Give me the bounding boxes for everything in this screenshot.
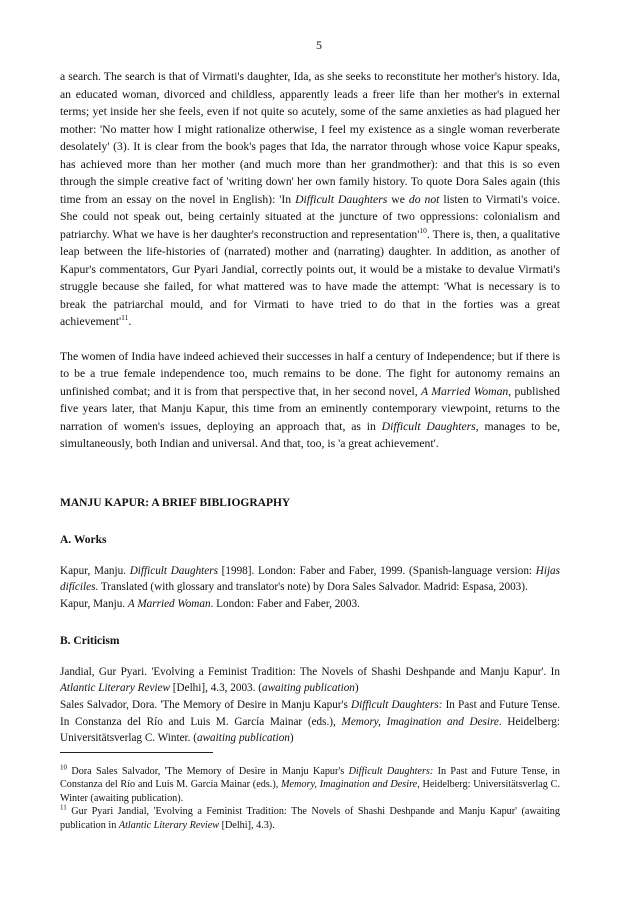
criticism-list <box>60 664 560 748</box>
criticism-entry-1: Jandial, Gur Pyari. 'Evolving a Feminist Tradition: The Novels of Shashi Deshpande and Manju Kapur'. In Atlantic Literary Review [Delhi], 4.3, 2003. (awaiting publication) <box>60 665 560 695</box>
footnotes <box>60 765 560 832</box>
works-list <box>60 563 560 613</box>
page-number: 5 <box>316 38 322 52</box>
criticism-entry-2: Sales Salvador, Dora. 'The Memory of Desire in Manju Kapur's Difficult Daughters: In Past and Future Tense. In Constanza del Río and Luis M. García Mainar (eds.), Memory, Imagination and Desire. Heidelberg: Universitätsverlag C. Winter. (awaiting publication) <box>60 699 561 745</box>
footnote-separator <box>60 752 213 753</box>
works-entry-2: Kapur, Manju. A Married Woman. London: Faber and Faber, 2003. <box>60 597 360 610</box>
paragraph-2: The women of India have indeed achieved their successes in half a century of Independence; but if there is to be a true female independence too, much remains to be done. The fight for autonomy remains an unfinished combat; and it is from that perspective that, in her second novel, A Married Woman, published five years later, that Manju Kapur, this time from an eminently contemporary viewpoint, returns to the narration of women's issues, deploying an approach that, as in Difficult Daughters, manages to be, simultaneously, both Indian and universal. And that, too, is 'a great achievement'. <box>60 349 560 450</box>
footnote-ref-10: 10 <box>419 225 427 235</box>
works-entry-1: Kapur, Manju. Difficult Daughters [1998]. London: Faber and Faber, 1999. (Spanish-language version: Hijas difíciles. Translated (with glossary and translator's note) by Dora Sales Salvador. Madrid: Espasa, 2003). <box>60 564 560 594</box>
footnote-ref-11: 11 <box>121 313 129 323</box>
footnote-10: $^{10}$ Dora Sales Salvador, 'The Memory of Desire in Manju Kapur's Difficult Daughters: In Past and Future Tense, in Constanza del Río and Luis M. García Mainar (eds.), Memory, Imagination and Desire, Heidelberg: Universitätsverlag C. Winter (awaiting publication). <box>60 763 560 804</box>
works-heading: A. Works <box>60 533 107 546</box>
criticism-heading: B. Criticism <box>60 634 120 647</box>
footnote-11: $^{11}$ Gur Pyari Jandial, 'Evolving a Feminist Tradition: The Novels of Shashi Deshpande and Manju Kapur' (awaiting publication in Atlantic Literary Review [Delhi], 4.3). <box>60 803 560 831</box>
bibliography-title: MANJU KAPUR: A BRIEF BIBLIOGRAPHY <box>60 496 291 509</box>
paragraph-1: a search. The search is that of Virmati's daughter, Ida, as she seeks to reconstitute her mother's history. Ida, an educated woman, divorced and childless, apparently leads a freer life than her mother's in external terms; yet inside her she feels, even if not quite so acutely, some of the same anxieties as had plagued her mother: 'No matter how I might rationalize otherwise, I feel my existence as a single woman reverberate desolately' (3). It is clear from the book's pages that Ida, the narrator through whose voice Kapur speaks, has achieved more than her mother (and much more than her grandmother): and that this is so even through the simple creative fact of 'writing down' her own family history. To quote Dora Sales again (this time from an essay on the novel in English): 'In Difficult Daughters we do not listen to Virmati's voice. She could not speak out, being certainly situated at the juncture of two oppressions: colonialism and patriarchy. What we have is her daughter's reconstruction and $representation'^{10}$. There is, then, a qualitative leap between the life-histories of (narrated) mother and (narrating) daughter. In addition, as another of Kapur's commentators, Gur Pyari Jandial, correctly points out, it would be a mistake to devalue Virmati's struggle because she failed, for what mattered was to have made the attempt: 'What is necessary is to break the patriarchal mould, and for Virmati to have tried to do that in the forties was a great $achievement'^{11}$. <box>60 70 560 328</box>
document-body <box>60 68 560 747</box>
